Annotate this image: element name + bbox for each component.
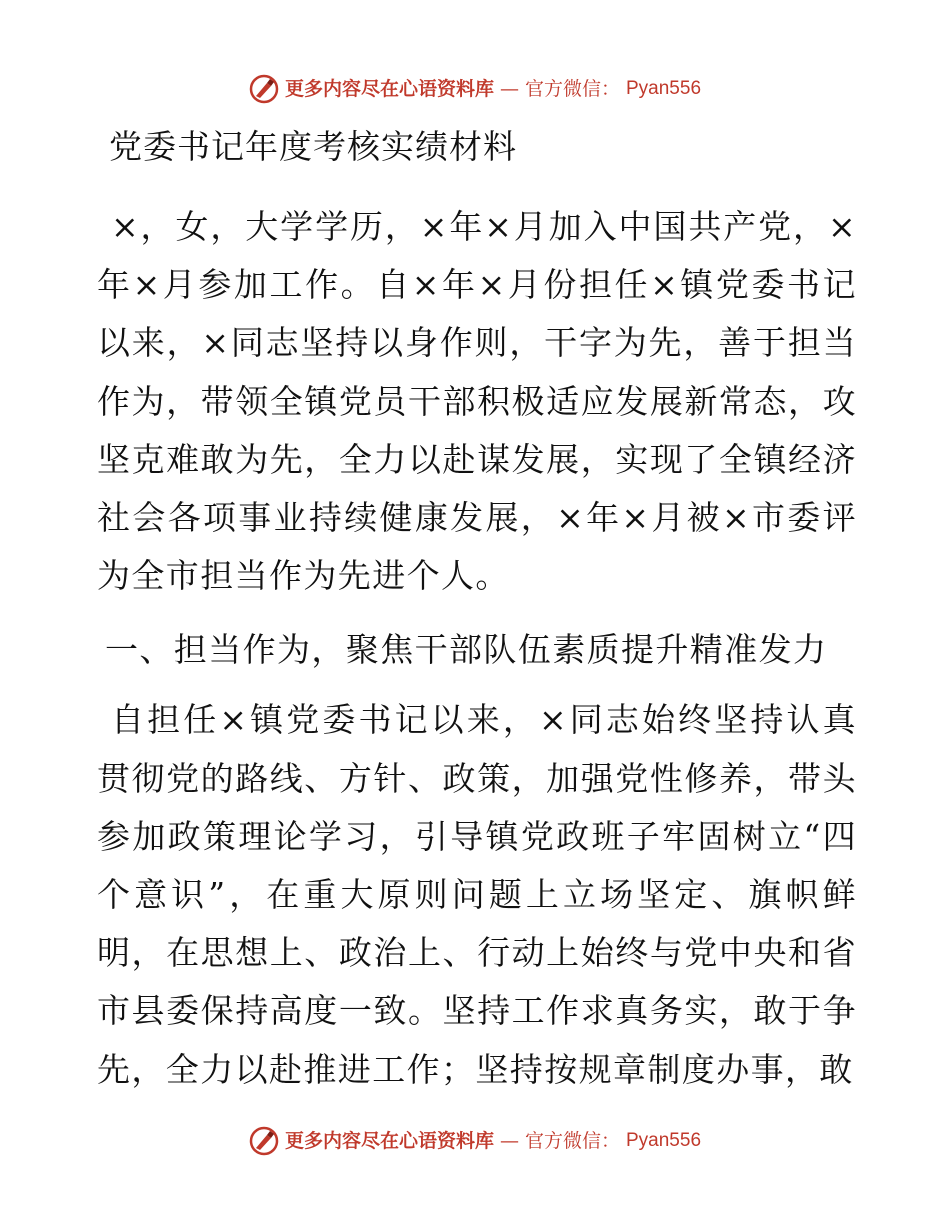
section-heading: 一、担当作为，聚焦干部队伍素质提升精准发力	[105, 630, 828, 670]
pen-logo-icon	[249, 74, 279, 104]
pen-logo-icon	[249, 1126, 279, 1156]
section-paragraph: 自担任×镇党委书记以来，×同志始终坚持认真贯彻党的路线、方针、政策，加强党性修养，带头参加政策理论学习，引导镇党政班子牢固树立“四个意识”，在重大原则问题上立场坚定、旗帜鲜明，在思想上、政治上、行动上始终与党中央和省市县委保持高度一致。坚持工作求真务实，敢于争先，全力以赴推进工作；坚持按规章制度办事，敢	[97, 700, 857, 1089]
watermark-wechat-id: Pyan556	[626, 1130, 702, 1151]
watermark-wechat-id: Pyan556	[626, 78, 702, 99]
watermark-label: 官方微信：	[524, 1130, 620, 1152]
header-watermark	[0, 74, 950, 104]
watermark-separator: —	[499, 78, 519, 100]
footer-watermark	[0, 1126, 950, 1156]
watermark-label: 官方微信：	[524, 78, 620, 100]
watermark-separator: —	[499, 1130, 519, 1152]
intro-paragraph: ×，女，大学学历，×年×月加入中国共产党，×年×月参加工作。自×年×月份担任×镇党委书记以来，×同志坚持以身作则，干字为先，善于担当作为，带领全镇党员干部积极适应发展新常态，攻坚克难敢为先，全力以赴谋发展，实现了全镇经济社会各项事业持续健康发展，×年×月被×市委评为全市担当作为先进个人。	[97, 207, 857, 596]
watermark-title: 更多内容尽在心语资料库	[284, 78, 494, 100]
document-body	[97, 118, 857, 1099]
document-title: 党委书记年度考核实绩材料	[109, 127, 517, 166]
watermark-title: 更多内容尽在心语资料库	[284, 1130, 494, 1152]
